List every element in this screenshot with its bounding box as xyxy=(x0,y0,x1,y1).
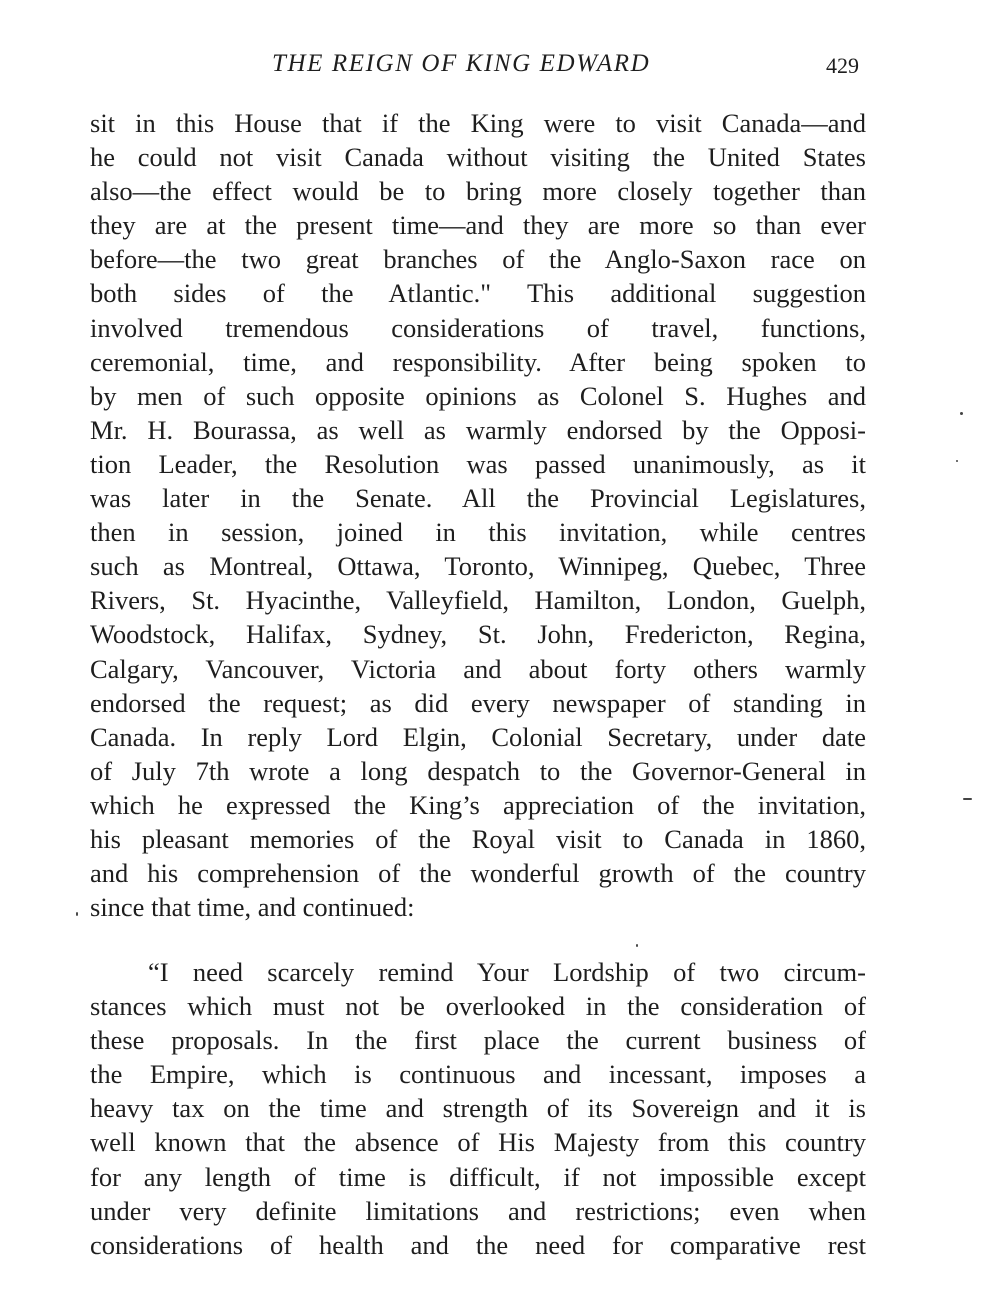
block-quote-paragraph xyxy=(90,955,866,1262)
body-paragraph-1 xyxy=(90,106,866,924)
text-line: since that time, and continued: xyxy=(90,892,415,923)
running-title: THE REIGN OF KING EDWARD xyxy=(272,50,651,77)
text-line: well known that the absence of His Majesty from this country xyxy=(90,1127,866,1158)
text-line: before—the two great branches of the Anglo-Saxon race on xyxy=(90,244,866,275)
text-line: Calgary, Vancouver, Victoria and about forty others warmly xyxy=(90,653,866,684)
text-line: and his comprehension of the wonderful growth of the country xyxy=(90,858,866,889)
text-line: he could not visit Canada without visiting the United States xyxy=(90,142,866,173)
text-line: then in session, joined in this invitation, while centres xyxy=(90,517,866,548)
text-line: involved tremendous considerations of travel, functions, xyxy=(90,312,866,343)
text-line: sit in this House that if the King were to visit Canada—and xyxy=(90,108,866,138)
text-line: ceremonial, time, and responsibility. After being spoken to xyxy=(90,346,866,377)
text-line: for any length of time is difficult, if not impossible except xyxy=(90,1161,866,1192)
text-line: stances which must not be overlooked in the consideration of xyxy=(90,991,866,1022)
scan-speck xyxy=(963,798,972,800)
text-line: both sides of the Atlantic." This additional suggestion xyxy=(90,278,866,309)
text-line: “I need scarcely remind Your Lordship of two circum- xyxy=(148,957,866,987)
text-line: these proposals. In the first place the current business of xyxy=(90,1025,866,1056)
text-line: considerations of health and the need for comparative rest xyxy=(90,1229,866,1260)
text-line: Rivers, St. Hyacinthe, Valleyfield, Hamilton, London, Guelph, xyxy=(90,585,866,616)
text-line: such as Montreal, Ottawa, Toronto, Winnipeg, Quebec, Three xyxy=(90,551,866,582)
text-line: endorsed the request; as did every newspaper of standing in xyxy=(90,687,866,718)
text-line: by men of such opposite opinions as Colonel S. Hughes and xyxy=(90,380,866,411)
text-line: also—the effect would be to bring more closely together than xyxy=(90,176,866,207)
text-line: his pleasant memories of the Royal visit to Canada in 1860, xyxy=(90,823,866,854)
text-line: was later in the Senate. All the Provincial Legislatures, xyxy=(90,483,866,514)
text-line: heavy tax on the time and strength of its Sovereign and it is xyxy=(90,1093,866,1124)
page-number: 429 xyxy=(826,53,859,78)
text-line: the Empire, which is continuous and incessant, imposes a xyxy=(90,1059,866,1090)
scan-speck xyxy=(76,912,78,916)
scan-speck xyxy=(636,944,638,947)
text-line: under very definite limitations and restrictions; even when xyxy=(90,1195,866,1226)
text-line: tion Leader, the Resolution was passed unanimously, as it xyxy=(90,448,866,479)
scan-speck xyxy=(956,460,958,462)
text-line: of July 7th wrote a long despatch to the Governor-General in xyxy=(90,755,866,786)
text-line: Mr. H. Bourassa, as well as warmly endorsed by the Opposi- xyxy=(90,414,866,445)
text-line: which he expressed the King’s appreciation of the invitation, xyxy=(90,789,866,820)
text-line: Canada. In reply Lord Elgin, Colonial Secretary, under date xyxy=(90,721,866,752)
scan-speck xyxy=(960,412,963,415)
text-line: Woodstock, Halifax, Sydney, St. John, Fredericton, Regina, xyxy=(90,619,866,650)
text-line: they are at the present time—and they are more so than ever xyxy=(90,210,866,241)
running-head xyxy=(0,50,1000,82)
